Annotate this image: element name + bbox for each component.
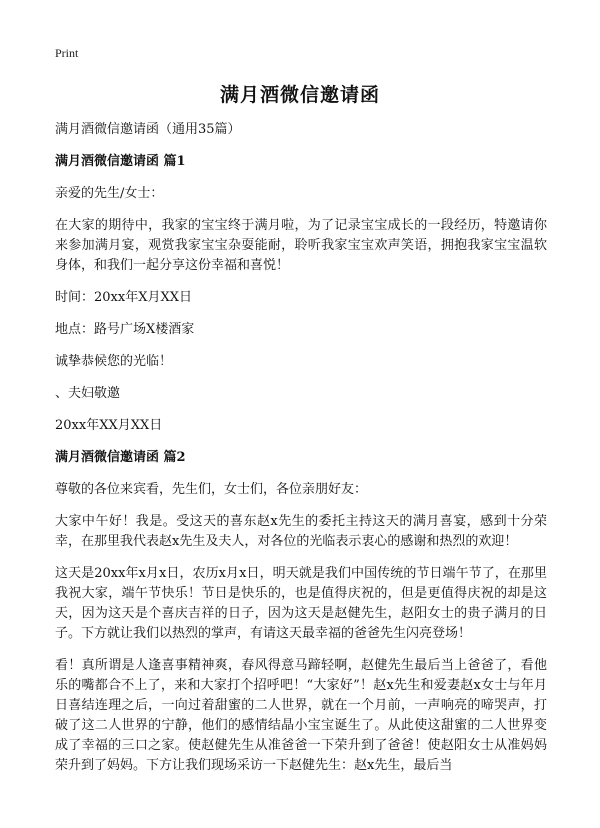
section-1-body: 在大家的期待中，我家的宝宝终于满月啦，为了记录宝宝成长的一段经历，特邀请你来参加满月宴，观赏我家宝宝杂耍能耐，聆听我家宝宝欢声笑语，拥抱我家宝宝温软身体，和我们一起分享这份幸福和喜悦！ bbox=[55, 218, 547, 273]
section-2-paragraph-2: 这天是20xx年x月x日，农历x月x日，明天就是我们中国传统的节日端午节了，在那里我祝大家，端午节快乐！节日是快乐的，也是值得庆祝的，但是更值得庆祝的却是这天，因为这天是个喜庆吉祥的日子，因为这天是赵健先生，赵阳女士的贵子满月的日子。下方就让我们以热烈的掌声，有请这天最幸福的爸爸先生闪亮登场！ bbox=[55, 566, 547, 641]
section-1-respect: 诚挚恭候您的光临！ bbox=[55, 354, 173, 369]
section-1-time: 时间：20xx年X月XX日 bbox=[55, 290, 192, 305]
print-label: Print bbox=[55, 46, 79, 60]
section-1-place: 地点：路号广场X楼酒家 bbox=[55, 322, 195, 337]
section-2-paragraph-3: 看！真所谓是人逢喜事精神爽，春风得意马蹄轻啊，赵健先生最后当上爸爸了，看他乐的嘴都合不上了，来和大家打个招呼吧！“大家好”！赵x先生和爱妻赵x女士与年月日喜结连理之后，一向过着甜蜜的二人世界，就在一个月前，一声响亮的啼哭声，打破了这二人世界的宁静，他们的感情结晶小宝宝诞生了。从此使这甜蜜的二人世界变成了幸福的三口之家。使赵健先生从准爸爸一下荣升到了爸爸！使赵阳女士从准妈妈荣升到了妈妈。下方让我们现场采访一下赵健先生：赵x先生，最后当 bbox=[55, 658, 547, 773]
section-2-heading: 满月酒微信邀请函 篇2 bbox=[55, 450, 186, 465]
section-1-heading: 满月酒微信邀请函 篇1 bbox=[55, 154, 186, 169]
section-1-signature: 、夫妇敬邀 bbox=[55, 386, 121, 401]
section-1-greeting: 亲爱的先生/女士： bbox=[55, 186, 164, 201]
document-content bbox=[55, 120, 547, 788]
section-2-paragraph-1: 大家中午好！我是。受这天的喜东赵x先生的委托主持这天的满月喜宴，感到十分荣幸，在那里我代表赵x先生及夫人，对各位的光临表示衷心的感谢和热烈的欢迎！ bbox=[55, 514, 547, 549]
section-1-date: 20xx年XX月XX日 bbox=[55, 418, 163, 433]
document-subtitle: 满月酒微信邀请函（通用35篇） bbox=[55, 122, 241, 137]
section-2-greeting: 尊敬的各位来宾看，先生们，女士们，各位亲朋好友： bbox=[55, 482, 368, 497]
document-title: 满月酒微信邀请函 bbox=[219, 84, 380, 106]
